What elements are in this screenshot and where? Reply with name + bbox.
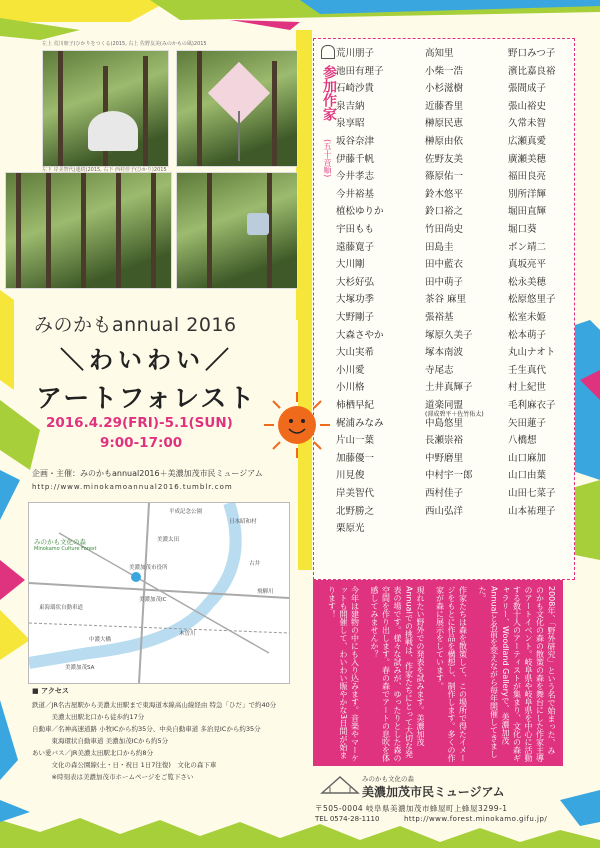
event-url[interactable]: http://www.minokamoannual2016.tumblr.com xyxy=(32,483,233,491)
participant-name: 丸山ナオト xyxy=(508,347,556,359)
participant-name: 村上紀世 xyxy=(508,382,547,394)
participant-name: 廣瀬美穂 xyxy=(508,153,547,165)
participant-name: 田中萌子 xyxy=(425,276,464,288)
participant-name: 中村宇一郎 xyxy=(425,470,473,482)
participant-name: 伊藤千帆 xyxy=(336,153,375,165)
access-line: 鉄道／JR名古屋駅から美濃太田駅まで東海道本線高山線経由 特急「ひだ」で約40分 xyxy=(32,701,277,709)
participant-name: 西山弘洋 xyxy=(425,505,464,517)
map-forest-label-en: Minokamo Culture Forest xyxy=(34,546,97,552)
participant-name: 山本祐理子 xyxy=(508,505,556,517)
event-date: 2016.4.29(FRI)-5.1(SUN) xyxy=(46,415,233,431)
participant-name: 石崎沙貴 xyxy=(336,83,375,95)
participant-name: 広瀬真愛 xyxy=(508,136,547,147)
participant-name: 毛利麻衣子 xyxy=(508,400,556,411)
participant-name: 今井孝志 xyxy=(336,171,375,183)
participant-name: 福田良亮 xyxy=(508,171,547,183)
map-place-label: 美濃加茂IC xyxy=(139,597,167,603)
participant-name: 榊原民恵 xyxy=(425,118,464,130)
participant-name: 栗原光 xyxy=(336,523,365,535)
participant-name: 坂谷奈津 xyxy=(336,136,375,147)
participant-name: 土井真輝子 xyxy=(425,382,473,394)
participant-name: 中野磨里 xyxy=(425,452,464,464)
participant-name: 池田有理子 xyxy=(336,65,384,77)
museum-address: 〒505-0004 岐阜県美濃加茂市蜂屋町上蜂屋3299-1 xyxy=(315,804,508,813)
photo-credit-top: 左上 荒川朋子(ひかりをつくる)2015, 右上 佐野友美(みのかもの風)2015 xyxy=(42,41,207,47)
participant-name: 大山実希 xyxy=(336,347,375,359)
participant-name: 植松ゆりか xyxy=(336,206,384,218)
participant-name: 荒川朋子 xyxy=(336,48,375,59)
participant-name: 鈴木悠平 xyxy=(425,188,464,200)
participant-name: 田中藍衣 xyxy=(425,259,464,271)
event-title-line2: アートフォレスト xyxy=(36,384,257,414)
participant-name: 道楽同盟 xyxy=(425,400,464,411)
participant-name: 山口麻加 xyxy=(508,452,547,464)
photo-pinwheel xyxy=(176,50,298,167)
participant-name: 堀口葵 xyxy=(508,224,537,235)
participant-name: 八橋想 xyxy=(508,435,537,447)
museum-url[interactable]: http://www.forest.minokamo.gifu.jp/ xyxy=(404,815,548,823)
participant-name: 松原悠里子 xyxy=(508,294,556,306)
access-section xyxy=(32,686,302,783)
participant-name: 濱比嘉良裕 xyxy=(508,65,556,77)
map-place-label: 美濃太田 xyxy=(157,537,180,543)
participant-name: 高知里 xyxy=(425,48,454,59)
access-line: 文化の森公園線(土・日・祝日 1日7往復) 文化の森下車 xyxy=(32,761,217,769)
participant-name: 小柴一浩 xyxy=(425,65,464,77)
participant-name: 張山裕史 xyxy=(508,100,547,112)
participant-name: 野口みつ子 xyxy=(508,48,556,59)
access-line: 美濃太田駅北口から徒歩約17分 xyxy=(32,713,145,721)
participant-name: 大塚功季 xyxy=(336,294,375,306)
participant-name: 塚原久美子 xyxy=(425,329,473,341)
participant-name: 寺尾志 xyxy=(425,364,454,376)
participant-name: 遠藤寛子 xyxy=(336,241,375,253)
access-line: あい愛バス／JR美濃太田駅北口から約8分 xyxy=(32,749,154,757)
participants-sublabel: (五十音順) xyxy=(323,139,332,178)
participant-name: 山口由葉 xyxy=(508,470,547,482)
map-place-label: 美濃加茂市役所 xyxy=(129,565,168,571)
participant-name: 塚本南波 xyxy=(425,347,464,359)
participant-name: 大野剛子 xyxy=(336,312,375,323)
participant-name: 柿栖早紀 xyxy=(336,400,375,411)
participant-group-members: (渾成碧平＋佐竹佑太) xyxy=(425,411,484,418)
museum-name: 美濃加茂市民ミュージアム xyxy=(362,785,505,799)
map-place-label: 日本昭和村 xyxy=(229,519,257,525)
organizer: 企画・主催：みのかもannual2016＋美濃加茂市民ミュージアム xyxy=(32,469,263,478)
participant-name: 中島悠里 xyxy=(425,417,464,429)
participant-name: 壬生真代 xyxy=(508,364,547,376)
participant-name: 榊原由依 xyxy=(425,136,464,147)
participant-name: 茶谷 麻里 xyxy=(425,294,467,306)
participant-name: 真坂亮平 xyxy=(508,259,547,271)
photo-light xyxy=(176,172,298,289)
intro-paragraph: 作家たちは森を散策して、この場所で得たイメージをもとに作品を構想し、制作します。多くの作家が森に展示をしています。 xyxy=(435,586,468,762)
map-place-label: 中濃大橋 xyxy=(89,637,112,643)
participant-name: 張裕基 xyxy=(425,312,454,323)
participant-name: 梶浦みなみ xyxy=(336,417,384,429)
house-icon xyxy=(321,45,335,59)
intro-panel xyxy=(313,580,563,766)
participant-name: 岸美智代 xyxy=(336,488,375,499)
participant-name: 張間成子 xyxy=(508,83,547,95)
event-time: 9:00-17:00 xyxy=(100,435,183,451)
participants-label: 参加作家 xyxy=(321,65,337,121)
participant-name: 今井裕基 xyxy=(336,188,375,200)
participant-name: 矢田蓮子 xyxy=(508,417,547,429)
access-title: ■ アクセス xyxy=(32,687,69,695)
participant-name: 佐野友美 xyxy=(425,153,464,165)
intro-paragraph: 現れたい野外での発表を試みます。美濃加茂Annualでの挑戦は、作家たちにとって大切な発表の場です。様々な試みが、ゆったりとした森の空間を作り出します。春の森でアートの息吹を体感してみませんか？ xyxy=(370,586,425,762)
participant-name: 田島圭 xyxy=(425,241,454,253)
participant-name: 泉享昭 xyxy=(336,118,365,130)
sun-icon xyxy=(262,390,332,460)
participant-name: 近藤香里 xyxy=(425,100,464,112)
access-line: 東海環状自動車道 美濃加茂ICから約5分 xyxy=(32,737,169,745)
participant-name: 鈴口裕之 xyxy=(425,206,464,218)
participant-name: 竹田尚史 xyxy=(425,224,464,235)
participant-name: 堀田直輝 xyxy=(508,206,547,218)
participant-name: 北野勝之 xyxy=(336,505,375,517)
access-line: 自動車／名神高速道路 小牧ICから約35分、中央自動車道 多治見ICから約35分 xyxy=(32,725,261,733)
map-place-label: 美濃加茂SA xyxy=(65,665,95,671)
museum-logo-icon xyxy=(320,773,360,795)
event-title-line1: ＼わいわい／ xyxy=(60,346,234,374)
participant-name: 大杉好弘 xyxy=(336,276,375,288)
participant-name: 小杉滋樹 xyxy=(425,83,464,95)
participant-name: 久常未智 xyxy=(508,118,547,130)
participant-name: 長瀬崇裕 xyxy=(425,435,464,447)
participant-name: 片山一葉 xyxy=(336,435,375,447)
participant-name: 川見俊 xyxy=(336,470,365,482)
participant-name: 大川剛 xyxy=(336,259,365,271)
map-forest-label: みのかも文化の森 xyxy=(34,538,86,546)
intro-paragraph: 2008年、「野外研究」という名で始まった、みのかも文化の森の散策の森を舞台にした作家主導のアートイベント。岐阜県や岐阜県を中心に活動する数十人のアーティストが集まり、文化の森ギャラリー、Woodland Galleryで、美濃加茂Annualと名前を変えながら毎年開催してきました。 xyxy=(478,586,556,762)
participant-name: 宇田もも xyxy=(336,224,375,235)
participant-name: 篠原佑一 xyxy=(425,171,464,183)
participant-name: 松永美穂 xyxy=(508,276,547,288)
participant-name: 松室未姫 xyxy=(508,312,547,323)
map-place-label: 平成記念公園 xyxy=(169,509,203,515)
map-place-label: 古井 xyxy=(249,561,261,567)
participant-name: 泉吉納 xyxy=(336,100,365,112)
photo-credit-bottom: 左下 岸美智代(連続)2015, 右下 西村佳子(ひかり)2015 xyxy=(42,167,167,173)
museum-tel: TEL 0574-28-1110 xyxy=(315,815,380,823)
access-map xyxy=(28,502,290,684)
map-place-label: 木曽川 xyxy=(179,631,196,637)
participant-name: ボン靖二 xyxy=(508,241,547,253)
intro-paragraph: 今年は建物の中にも入り込みます。音楽やマーケットも開催して、わいわい賑やかな3日間が始まります！ xyxy=(327,586,360,762)
event-name-en: みのかもannual 2016 xyxy=(34,314,237,336)
participant-name: 大森さやか xyxy=(336,329,384,341)
map-place-label: 飛騨川 xyxy=(257,589,274,595)
participant-name: 松本萌子 xyxy=(508,329,547,341)
participants-panel xyxy=(313,38,575,580)
access-line: ※時刻表は美濃加茂市ホームページをご覧下さい xyxy=(32,773,194,781)
photo-sculpture-cloud xyxy=(42,50,169,167)
participant-name: 山田七菜子 xyxy=(508,488,556,499)
participant-name: 西村佳子 xyxy=(425,488,464,499)
map-place-label: 東海環状自動車道 xyxy=(39,605,84,611)
participant-name: 加藤優一 xyxy=(336,452,375,464)
museum-sub: みのかも文化の森 xyxy=(362,775,414,783)
participant-name: 小川愛 xyxy=(336,364,365,376)
participant-name: 小川格 xyxy=(336,382,365,394)
participant-name: 別所洋輝 xyxy=(508,188,547,200)
photo-forest xyxy=(5,172,172,289)
